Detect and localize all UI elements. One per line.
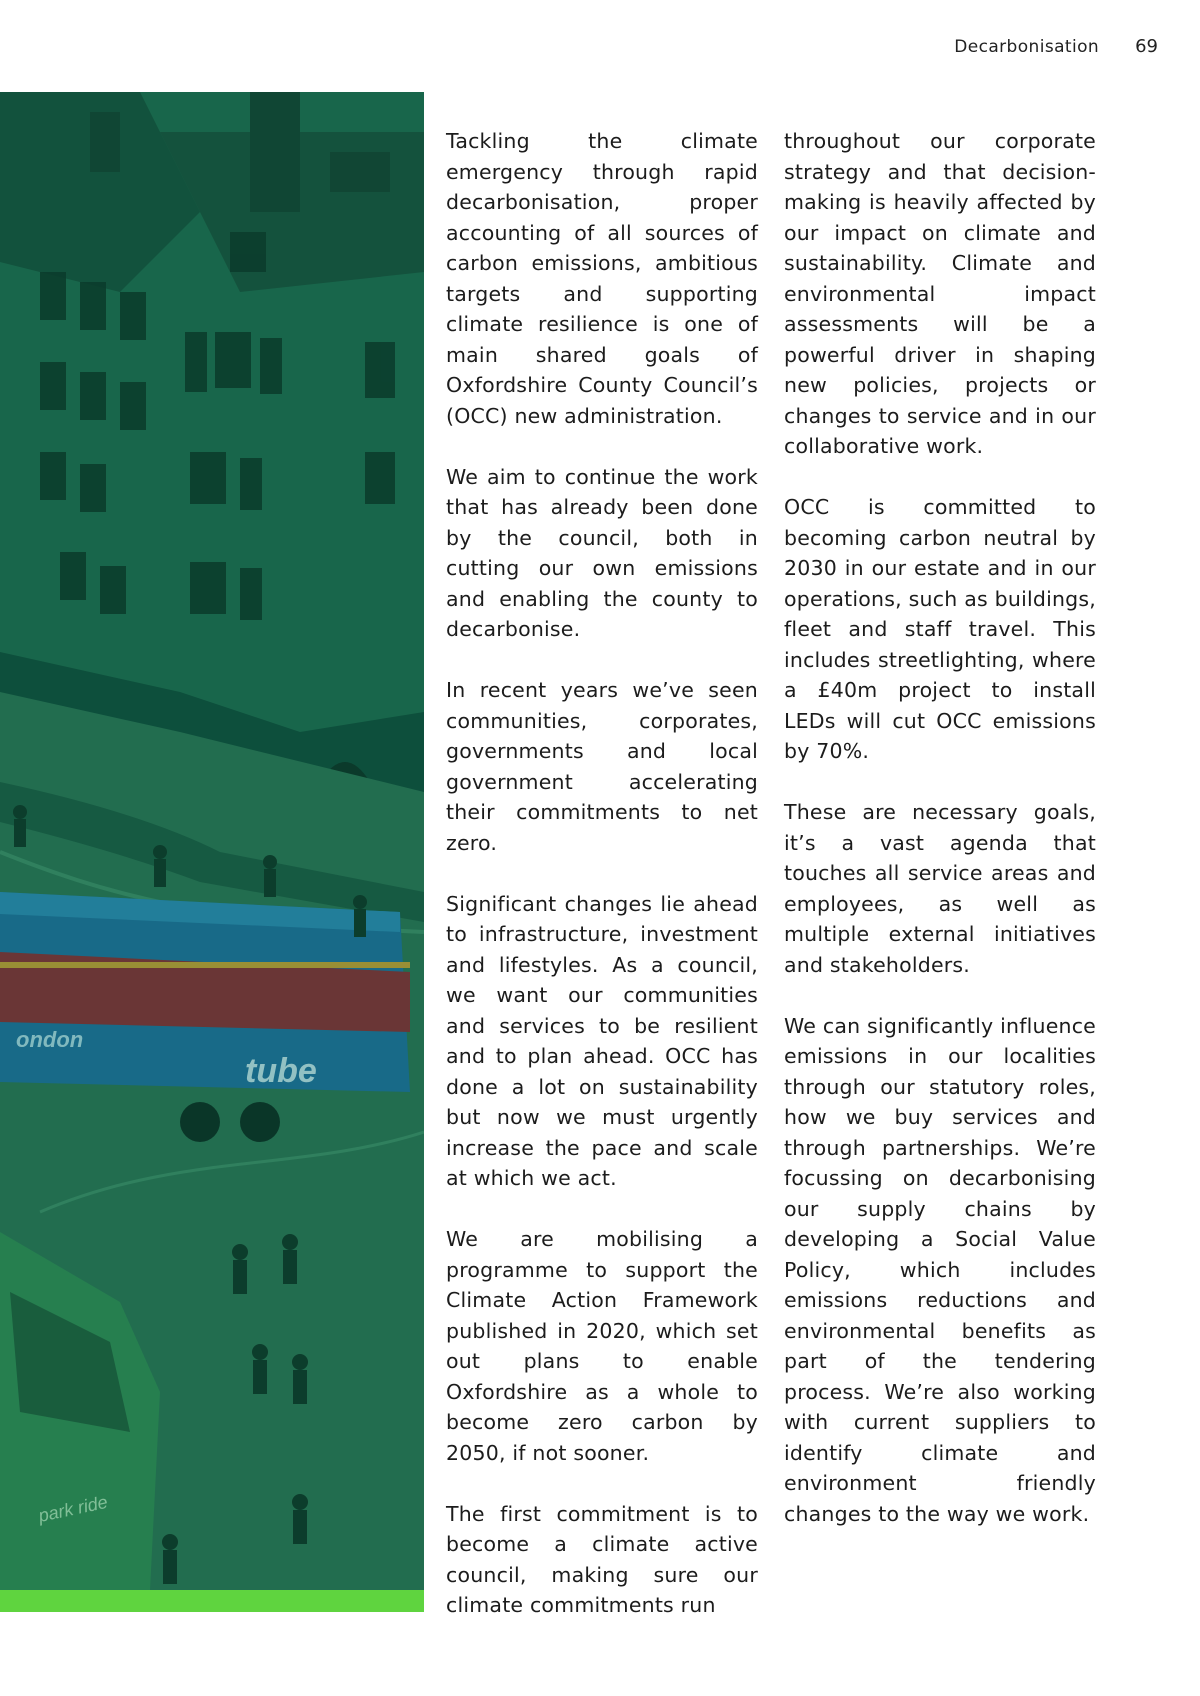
photo-illustration bbox=[0, 92, 424, 1590]
bus-destination-text: ondon bbox=[16, 1027, 84, 1052]
city-street-photo bbox=[0, 92, 424, 1590]
text-column-right bbox=[784, 126, 1096, 1560]
page-number: 69 bbox=[1135, 36, 1158, 57]
paragraph: We are mobilising a programme to support the Climate Action Framework published in 2020, which set out plans to enable Oxfordshire as a whole to become zero carbon by 2050, if not sooner. bbox=[446, 1227, 758, 1465]
paragraph: throughout our corporate strategy and that decision-making is heavily affected by our impact on climate and sustainability. Climate and environmental impact assessments will be a powerful driver in shaping new policies, projects or changes to service and in our collaborative work. bbox=[784, 129, 1096, 458]
paragraph: Significant changes lie ahead to infrastructure, investment and lifestyles. As a council, we want our communities and services to be resilient and to plan ahead. OCC has done a lot on sustainability but now we must urgently increase the pace and scale at which we act. bbox=[446, 891, 758, 1190]
paragraph: The first commitment is to become a climate active council, making sure our climate commitments run bbox=[446, 1501, 758, 1617]
text-column-left bbox=[446, 126, 758, 1651]
running-header bbox=[954, 36, 1158, 57]
bus-front-text: park ride bbox=[36, 1491, 110, 1526]
green-accent-bar bbox=[0, 1590, 424, 1612]
paragraph: These are necessary goals, it’s a vast agenda that touches all service areas and employees, as well as multiple external initiatives and stakeholders. bbox=[784, 800, 1096, 977]
paragraph: We aim to continue the work that has already been done by the council, both in cutting our own emissions and enabling the county to decarbonise. bbox=[446, 464, 758, 641]
paragraph: OCC is committed to becoming carbon neutral by 2030 in our estate and in our operations, such as buildings, fleet and staff travel. This includes streetlighting, where a £40m project to install LEDs will cut OCC emissions by 70%. bbox=[784, 495, 1096, 763]
paragraph: We can significantly influence emissions in our localities through our statutory roles, how we buy services and through partnerships. We’re focussing on decarbonising our supply chains by developing a Social Value Policy, which includes emissions reductions and environmental benefits as part of the tendering process. We’re also working with current suppliers to identify climate and environment friendly changes to the way we work. bbox=[784, 1013, 1096, 1526]
section-title: Decarbonisation bbox=[954, 37, 1100, 57]
paragraph: In recent years we’ve seen communities, corporates, governments and local government accelerating their commitments to net zero. bbox=[446, 678, 758, 855]
bus-side-text: tube bbox=[245, 1052, 317, 1090]
paragraph: Tackling the climate emergency through rapid decarbonisation, proper accounting of all sources of carbon emissions, ambitious targets and supporting climate resilience is one of main shared goals of Oxfordshire County Council’s (OCC) new administration. bbox=[446, 129, 758, 428]
